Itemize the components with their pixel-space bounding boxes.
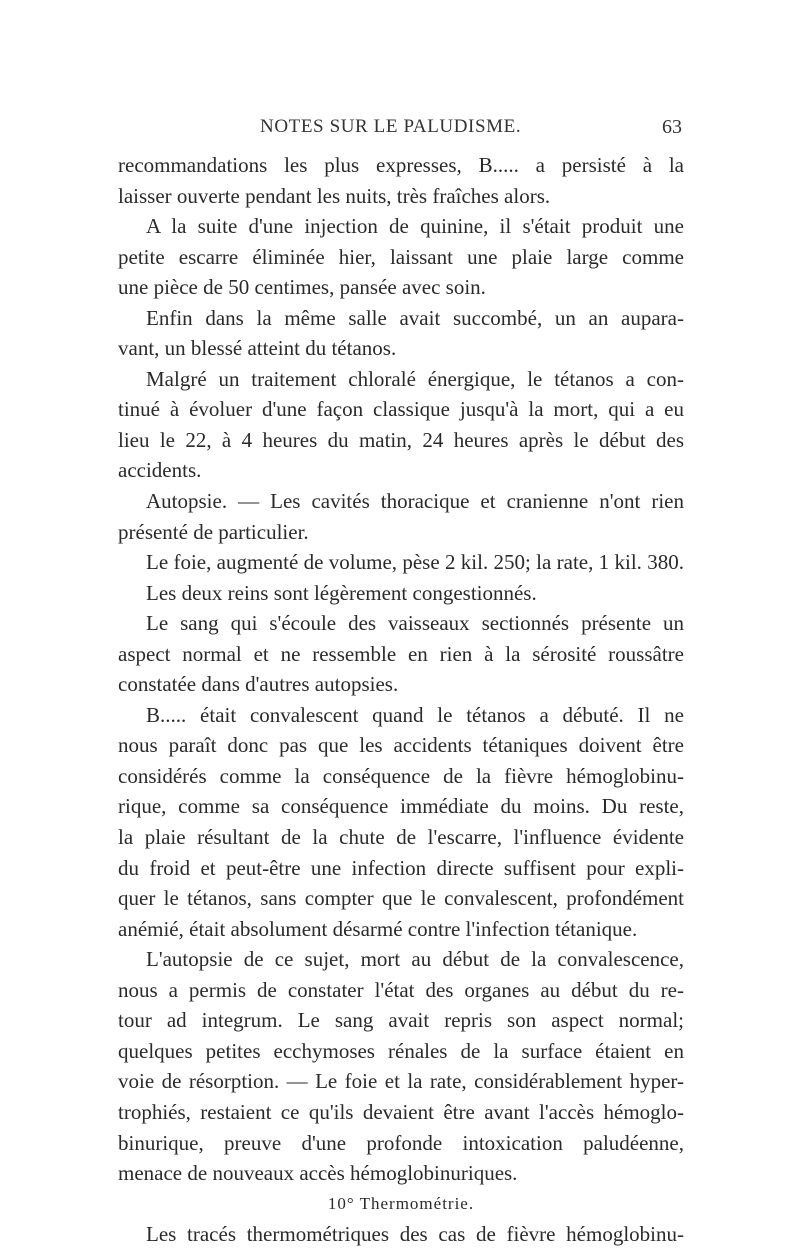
running-title: NOTES SUR LE PALUDISME. bbox=[260, 116, 522, 137]
page-number: 63 bbox=[662, 116, 682, 138]
text-line: petite escarre éliminée hier, laissant une plaie large comme bbox=[118, 244, 684, 269]
text-line: binurique, preuve d'une profonde intoxication paludéenne, bbox=[118, 1130, 684, 1155]
text-line: Le foie, augmenté de volume, pèse 2 kil. 250; la rate, 1 kil. 380. bbox=[146, 550, 684, 575]
section-heading: 10° Thermométrie. bbox=[327, 1193, 475, 1213]
text-line: Malgré un traitement chloralé énergique, le tétanos a con- bbox=[146, 366, 684, 391]
text-line: voie de résorption. — Le foie et la rate, considérablement hyper- bbox=[118, 1069, 684, 1094]
text-line: présenté de particulier. bbox=[118, 519, 309, 544]
text-line: constatée dans d'autres autopsies. bbox=[118, 672, 399, 697]
text-line: Autopsie. — Les cavités thoracique et cranienne n'ont rien bbox=[146, 489, 684, 514]
text-line: tinué à évoluer d'une façon classique jusqu'à la mort, qui a eu bbox=[118, 397, 684, 422]
text-line: nous paraît donc pas que les accidents tétaniques doivent être bbox=[118, 733, 684, 758]
text-line: Les deux reins sont légèrement congestionnés. bbox=[146, 580, 537, 605]
text-line: vant, un blessé atteint du tétanos. bbox=[118, 336, 397, 361]
text-line: recommandations les plus expresses, B..... a persisté à la bbox=[118, 153, 684, 177]
text-line: du froid et peut-être une infection directe suffisent pour expli- bbox=[118, 855, 684, 880]
page-header bbox=[120, 116, 682, 146]
text-line: quelques petites ecchymoses rénales de la surface étaient en bbox=[118, 1038, 684, 1063]
text-line: A la suite d'une injection de quinine, il s'était produit une bbox=[146, 214, 684, 239]
text-line: B..... était convalescent quand le tétanos a débuté. Il ne bbox=[146, 702, 684, 727]
text-line: lieu le 22, à 4 heures du matin, 24 heures après le début des bbox=[118, 427, 684, 452]
text-line: nous a permis de constater l'état des organes au début du re- bbox=[118, 977, 684, 1002]
text-line: considérés comme la conséquence de la fièvre hémoglobinu- bbox=[118, 763, 684, 788]
text-line: anémié, était absolument désarmé contre l'infection tétanique. bbox=[118, 916, 638, 941]
text-line: Le sang qui s'écoule des vaisseaux sectionnés présente un bbox=[146, 611, 684, 636]
text-line: menace de nouveaux accès hémoglobinuriques. bbox=[118, 1161, 518, 1186]
text-line: Les tracés thermométriques des cas de fièvre hémoglobinu- bbox=[146, 1222, 684, 1247]
text-line: trophiés, restaient ce qu'ils devaient être avant l'accès hémoglo- bbox=[118, 1099, 684, 1124]
text-line: rique, comme sa conséquence immédiate du moins. Du reste, bbox=[118, 794, 684, 819]
text-line: quer le tétanos, sans compter que le convalescent, profondément bbox=[118, 886, 684, 911]
text-line: accidents. bbox=[118, 458, 202, 483]
text-line: Enfin dans la même salle avait succombé, un an aupara- bbox=[146, 305, 684, 330]
body-text bbox=[118, 150, 684, 1250]
text-line: aspect normal et ne ressemble en rien à la sérosité roussâtre bbox=[118, 641, 684, 666]
text-line: L'autopsie de ce sujet, mort au début de la convalescence, bbox=[146, 947, 684, 972]
text-line: une pièce de 50 centimes, pansée avec soin. bbox=[118, 275, 486, 300]
text-line: tour ad integrum. Le sang avait repris son aspect normal; bbox=[118, 1008, 684, 1033]
text-line: la plaie résultant de la chute de l'escarre, l'influence évidente bbox=[118, 825, 684, 850]
text-line: laisser ouverte pendant les nuits, très fraîches alors. bbox=[118, 183, 551, 208]
